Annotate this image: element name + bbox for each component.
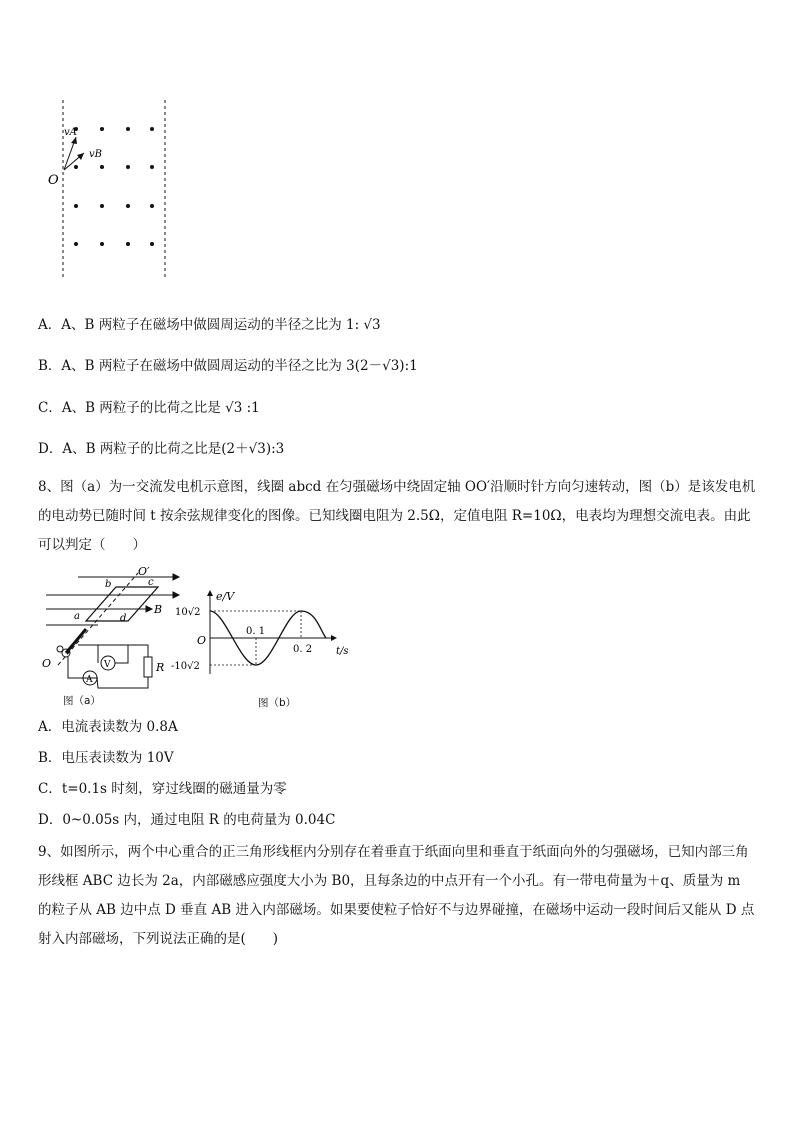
q9-stem: 9、如图所示，两个中心重合的正三角形线框内分别存在着垂直于纸面向里和垂直于纸面向外的匀强磁场，已知内部三角形线框 ABC 边长为 2a，内部磁感应强度大小为 B0，且每条边的中点开有一个小孔。有一带电荷量为＋q、质量为 m 的粒子从 AB 边中点 D 垂直 AB 进入内部磁场。如果要使粒子恰好不与边界碰撞，在磁场中运动一段时间后又能从 D 点射入内部磁场，下列说法正确的是( ) [38, 844, 755, 947]
q8-option-b[interactable]: B．电压表读数为 10V [38, 750, 174, 766]
figure-a-caption: 图（a） [63, 695, 101, 707]
graph-tick-bottom: -10√2 [171, 661, 200, 672]
generator-figure-a [38, 565, 188, 710]
graph-ylabel: e/V [216, 590, 235, 603]
label-O: O [42, 657, 52, 670]
emf-graph-figure-b [170, 590, 355, 680]
q8-option-d[interactable]: D．0~0.05s 内，通过电阻 R 的电荷量为 0.04C [38, 812, 336, 828]
label-a: a [74, 611, 80, 622]
label-vB: vB [89, 149, 102, 160]
label-vA: vA [64, 127, 77, 138]
resistor-label: R [156, 661, 165, 674]
label-O: O [48, 173, 59, 188]
figure-b-caption: 图（b） [258, 697, 297, 709]
q7-option-d[interactable]: D．A、B 两粒子的比荷之比是(2＋√3):3 [38, 441, 285, 457]
ammeter-label: A [86, 675, 93, 685]
label-b: b [105, 579, 112, 590]
field-dots [74, 127, 154, 246]
graph-t1: 0. 1 [246, 626, 266, 637]
q7-option-c[interactable]: C．A、B 两粒子的比荷之比是 √3 :1 [38, 400, 260, 416]
graph-origin: O [197, 634, 207, 647]
q7-option-a[interactable]: A．A、B 两粒子在磁场中做圆周运动的半径之比为 1: √3 [38, 317, 381, 333]
label-O-prime: O′ [138, 565, 150, 578]
q8-option-c[interactable]: C．t=0.1s 时刻，穿过线圈的磁通量为零 [38, 781, 287, 797]
graph-xlabel: t/s [336, 646, 349, 657]
label-c: c [148, 577, 154, 588]
graph-t2: 0. 2 [293, 644, 313, 655]
graph-tick-top: 10√2 [175, 607, 201, 618]
magnetic-field-figure [40, 95, 180, 285]
q8-option-a[interactable]: A．电流表读数为 0.8A [38, 719, 178, 735]
label-d: d [120, 613, 127, 624]
voltmeter-label: V [104, 660, 111, 670]
q8-stem: 8、图（a）为一交流发电机示意图，线圈 abcd 在匀强磁场中绕固定轴 OO′沿顺时针方向匀速转动，图（b）是该发电机的电动势已随时间 t 按余弦规律变化的图像。已知线圈电阻为 2.5Ω，定值电阻 R=10Ω，电表均为理想交流电表。由此可以判定（ ） [38, 479, 756, 553]
q7-option-b[interactable]: B．A、B 两粒子在磁场中做圆周运动的半径之比为 3(2－√3):1 [38, 358, 418, 374]
label-B: B [154, 603, 163, 616]
